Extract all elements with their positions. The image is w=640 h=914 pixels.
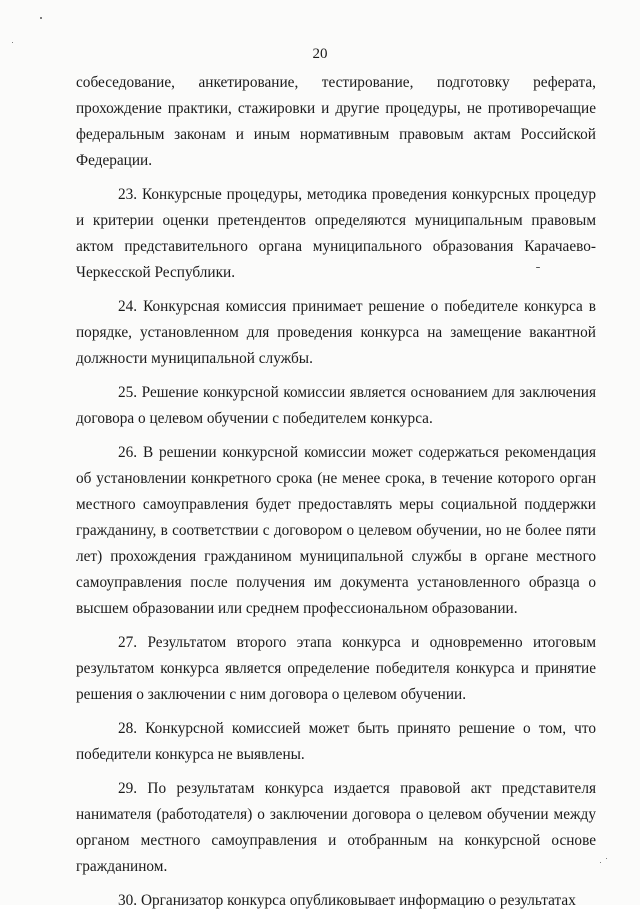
- paragraph-25: 25. Решение конкурсной комиссии является основанием для заключения договора о целевом обучении с победителем конкурса.: [76, 384, 596, 427]
- paragraph-23: 23. Конкурсные процедуры, методика проведения конкурсных процедур и критерии оценки претендентов определяются муниципальным правовым актом представительного органа муниципального образования Карачаево-Черкесской Республики.: [76, 186, 596, 281]
- page-number: 20: [312, 46, 328, 62]
- paragraph-28: 28. Конкурсной комиссией может быть принято решение о том, что победители конкурса не выявлены.: [76, 720, 596, 763]
- paragraph-24: 24. Конкурсная комиссия принимает решение о победителе конкурса в порядке, установленном для проведения конкурса на замещение вакантной должности муниципальной службы.: [76, 298, 596, 367]
- paragraph-29: 29. По результатам конкурса издается правовой акт представителя нанимателя (работодателя) о заключении договора о целевом обучении между органом местного самоуправления и отобранным на конкурсной основе гражданином.: [76, 780, 596, 875]
- scan-speck: [12, 42, 13, 43]
- scan-speck: [536, 267, 540, 268]
- paragraph-26: 26. В решении конкурсной комиссии может содержаться рекомендация об установлении конкретного срока (не менее срока, в течение которого орган местного самоуправления будет предоставлять меры социальной поддержки гражданину, в соответствии с договором о целевом обучении, но не более пяти лет) прохождения гражданином муниципальной службы в органе местного самоуправления после получения им документа установленного образца о высшем образовании или среднем профессиональном образовании.: [76, 444, 596, 617]
- paragraph-27: 27. Результатом второго этапа конкурса и одновременно итоговым результатом конкурса является определение победителя конкурса и принятие решения о заключении с ним договора о целевом обучении.: [76, 634, 596, 703]
- scan-speck: [600, 862, 601, 863]
- scan-speck: [606, 858, 607, 859]
- scan-speck: [40, 17, 42, 19]
- document-body: [76, 70, 596, 914]
- paragraph-continuation: собеседование, анкетирование, тестирование, подготовку реферата, прохождение практики, стажировки и другие процедуры, не противоречащие федеральным законам и иным нормативным правовым актам Российской Федерации.: [76, 74, 596, 169]
- paragraph-30: 30. Организатор конкурса опубликовывает информацию о результатах: [118, 892, 576, 909]
